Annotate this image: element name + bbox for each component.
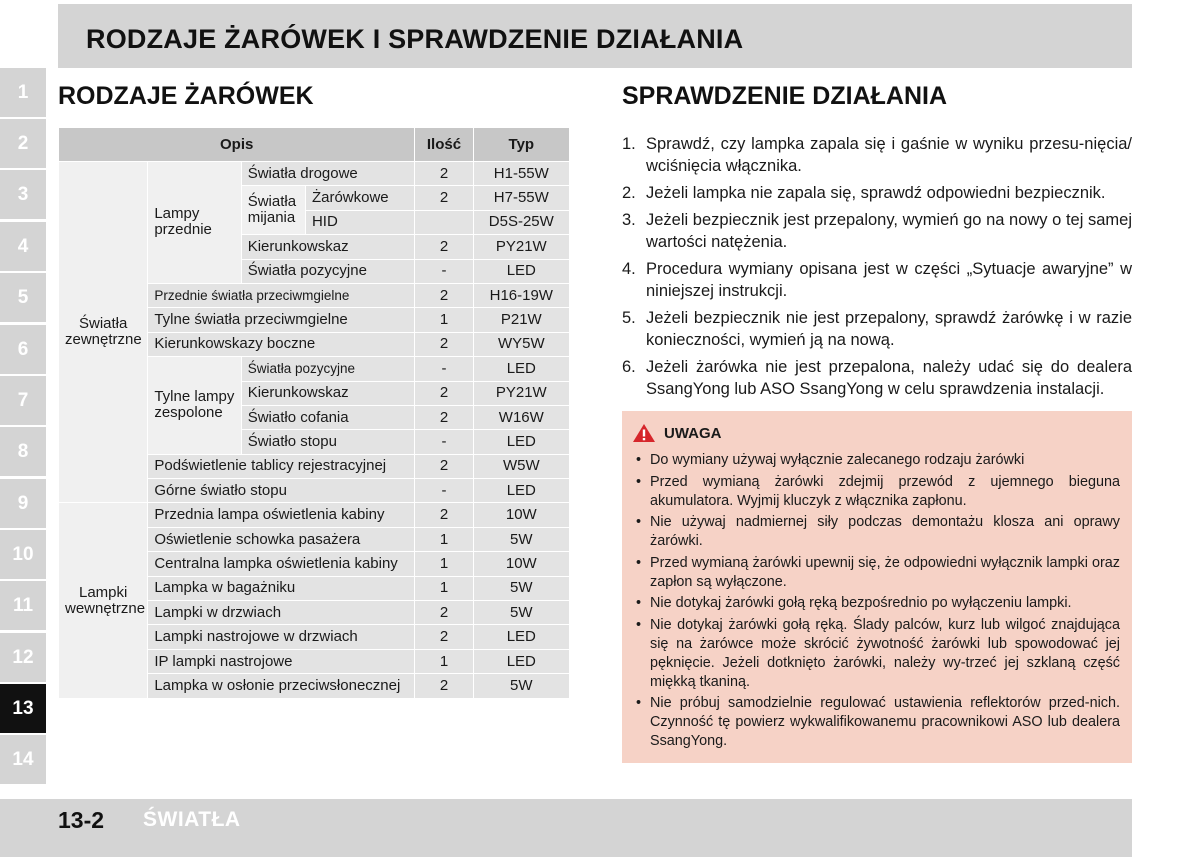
bullet: • bbox=[636, 473, 642, 490]
list-item bbox=[636, 513, 1120, 551]
page-number: 13-2 bbox=[58, 807, 105, 833]
row-type: 5W bbox=[473, 527, 569, 551]
section-title-bulb-types: RODZAJE ŻARÓWEK bbox=[58, 82, 314, 110]
table-row bbox=[59, 503, 570, 527]
step-text: Sprawdź, czy lampka zapala się i gaśnie w wyniku przesu-nięcia/ wciśnięcia włącznika. bbox=[646, 135, 1132, 175]
step-text: Procedura wymiany opisana jest w części „Sytuacje awaryjne” w niniejszej instrukcji. bbox=[646, 260, 1132, 300]
warning-header bbox=[632, 423, 722, 443]
list-item bbox=[636, 451, 1120, 470]
bulb-types-table bbox=[58, 127, 570, 699]
step-number: 6. bbox=[622, 358, 636, 376]
step-number: 1. bbox=[622, 135, 636, 153]
warning-text: Przed wymianą żarówki zdejmij przewód z ujemnego bieguna akumulatora. Wyjmij kluczyk z włącznika zapłonu. bbox=[650, 473, 1120, 509]
row-desc: Lampki nastrojowe w drzwiach bbox=[148, 625, 415, 649]
row-type: PY21W bbox=[473, 381, 569, 405]
chapter-tab-10[interactable]: 10 bbox=[0, 530, 46, 579]
row-desc: Podświetlenie tablicy rejestracyjnej bbox=[148, 454, 415, 478]
chapter-tab-14[interactable]: 14 bbox=[0, 735, 46, 784]
step-number: 4. bbox=[622, 260, 636, 278]
chapter-tab-5[interactable]: 5 bbox=[0, 273, 46, 322]
row-type: 5W bbox=[473, 601, 569, 625]
row-qty: 2 bbox=[415, 454, 473, 478]
row-qty: - bbox=[415, 357, 473, 381]
list-item bbox=[636, 473, 1120, 511]
row-qty: 2 bbox=[415, 625, 473, 649]
row-desc: Światła pozycyjne bbox=[241, 259, 415, 283]
step-text: Jeżeli żarówka nie jest przepalona, należy udać się do dealera SsangYong lub ASO SsangYong w celu sprawdzenia instalacji. bbox=[646, 358, 1132, 398]
row-type: W16W bbox=[473, 405, 569, 429]
page-title: RODZAJE ŻARÓWEK I SPRAWDZENIE DZIAŁANIA bbox=[86, 24, 744, 54]
bullet: • bbox=[636, 616, 642, 633]
col-header-type: Typ bbox=[473, 128, 569, 162]
chapter-tab-11[interactable]: 11 bbox=[0, 581, 46, 630]
bullet: • bbox=[636, 514, 642, 530]
chapter-tab-3[interactable]: 3 bbox=[0, 170, 46, 219]
list-item bbox=[622, 356, 1132, 400]
chapter-name: ŚWIATŁA bbox=[143, 808, 241, 831]
chapter-tab-7[interactable]: 7 bbox=[0, 376, 46, 425]
table-header-row bbox=[59, 128, 570, 162]
step-number: 2. bbox=[622, 184, 636, 202]
section-title-function-check: SPRAWDZENIE DZIAŁANIA bbox=[622, 82, 947, 110]
row-desc: Żarówkowe bbox=[305, 186, 414, 210]
row-type: H16-19W bbox=[473, 283, 569, 307]
step-number: 3. bbox=[622, 211, 636, 229]
chapter-tab-4[interactable]: 4 bbox=[0, 222, 46, 271]
row-type: W5W bbox=[473, 454, 569, 478]
row-type: 5W bbox=[473, 576, 569, 600]
warning-list bbox=[636, 451, 1120, 754]
row-qty: - bbox=[415, 259, 473, 283]
row-type: LED bbox=[473, 357, 569, 381]
row-desc: Centralna lampka oświetlenia kabiny bbox=[148, 552, 415, 576]
chapter-tab-6[interactable]: 6 bbox=[0, 325, 46, 374]
col-header-desc: Opis bbox=[59, 128, 415, 162]
bullet: • bbox=[636, 595, 642, 611]
row-desc: Oświetlenie schowka pasażera bbox=[148, 527, 415, 551]
list-item bbox=[636, 554, 1120, 592]
row-desc: Lampki w drzwiach bbox=[148, 601, 415, 625]
row-desc: Kierunkowskazy boczne bbox=[148, 332, 415, 356]
row-type: LED bbox=[473, 479, 569, 503]
bullet: • bbox=[636, 554, 642, 571]
chapter-tab-1[interactable]: 1 bbox=[0, 68, 46, 117]
row-desc: Przednie światła przeciwmgielne bbox=[148, 283, 415, 307]
row-qty: 2 bbox=[415, 332, 473, 356]
step-number: 5. bbox=[622, 309, 636, 327]
chapter-tab-12[interactable]: 12 bbox=[0, 633, 46, 682]
row-desc: IP lampki nastrojowe bbox=[148, 649, 415, 673]
list-item bbox=[622, 182, 1132, 204]
row-qty: - bbox=[415, 430, 473, 454]
row-qty: 2 bbox=[415, 162, 473, 186]
chapter-tab-13-active[interactable]: 13 bbox=[0, 684, 46, 733]
row-desc: Kierunkowskaz bbox=[241, 381, 415, 405]
row-type: LED bbox=[473, 649, 569, 673]
row-type: LED bbox=[473, 259, 569, 283]
row-qty: 2 bbox=[415, 283, 473, 307]
row-type: LED bbox=[473, 625, 569, 649]
col-header-qty: Ilość bbox=[415, 128, 473, 162]
row-desc: Tylne światła przeciwmgielne bbox=[148, 308, 415, 332]
group-exterior-lights: Światła zewnętrzne bbox=[59, 162, 148, 503]
step-text: Jeżeli lampka nie zapala się, sprawdź odpowiedni bezpiecznik. bbox=[646, 184, 1106, 202]
row-qty: 2 bbox=[415, 674, 473, 698]
row-qty: 2 bbox=[415, 601, 473, 625]
step-text: Jeżeli bezpiecznik nie jest przepalony, sprawdź żarówkę i w razie konieczności, wymień ją na nową. bbox=[646, 309, 1132, 349]
list-item bbox=[622, 133, 1132, 177]
warning-box bbox=[622, 411, 1132, 763]
warning-text: Nie dotykaj żarówki gołą ręką. Ślady palców, kurz lub wilgoć znajdująca się na żarówce może skrócić żywotność żarówki lub spowodować jej pęknięcie. Jeżeli dotknięto żarówki, należy wy-trzeć jej szklaną część miękką tkaniną. bbox=[650, 616, 1120, 690]
row-type: H7-55W bbox=[473, 186, 569, 210]
row-qty: 2 bbox=[415, 381, 473, 405]
list-item bbox=[636, 694, 1120, 751]
page-header bbox=[58, 4, 1132, 68]
step-text: Jeżeli bezpiecznik jest przepalony, wymień go na nowy o tej samej wartości natężenia. bbox=[646, 211, 1132, 251]
row-qty: 1 bbox=[415, 552, 473, 576]
row-desc: Lampka w osłonie przeciwsłonecznej bbox=[148, 674, 415, 698]
warning-text: Do wymiany używaj wyłącznie zalecanego rodzaju żarówki bbox=[650, 452, 1025, 468]
warning-text: Nie używaj nadmiernej siły podczas demontażu klosza ani oprawy żarówki. bbox=[650, 514, 1120, 549]
warning-triangle-icon bbox=[632, 423, 656, 443]
group-interior-lamps: Lampki wewnętrzne bbox=[59, 503, 148, 698]
row-desc: Światła pozycyjne bbox=[241, 357, 415, 381]
warning-text: Nie dotykaj żarówki gołą ręką bezpośrednio po wyłączeniu lampki. bbox=[650, 595, 1072, 611]
row-type: 10W bbox=[473, 503, 569, 527]
row-type: LED bbox=[473, 430, 569, 454]
row-type: 5W bbox=[473, 674, 569, 698]
row-type: 10W bbox=[473, 552, 569, 576]
row-type: P21W bbox=[473, 308, 569, 332]
row-qty: 1 bbox=[415, 308, 473, 332]
row-desc: Światła drogowe bbox=[241, 162, 415, 186]
list-item bbox=[622, 258, 1132, 302]
row-desc: Przednia lampa oświetlenia kabiny bbox=[148, 503, 415, 527]
row-desc: Światło stopu bbox=[241, 430, 415, 454]
bullet: • bbox=[636, 452, 642, 468]
list-item bbox=[636, 616, 1120, 692]
row-desc: Lampka w bagażniku bbox=[148, 576, 415, 600]
warning-title: UWAGA bbox=[664, 424, 722, 442]
row-desc: Światło cofania bbox=[241, 405, 415, 429]
row-desc: Górne światło stopu bbox=[148, 479, 415, 503]
row-qty: 2 bbox=[415, 235, 473, 259]
list-item bbox=[622, 307, 1132, 351]
chapter-tab-8[interactable]: 8 bbox=[0, 427, 46, 476]
chapter-tab-2[interactable]: 2 bbox=[0, 119, 46, 168]
row-desc: HID bbox=[305, 210, 414, 234]
list-item bbox=[636, 594, 1120, 613]
row-qty: 2 bbox=[415, 186, 473, 210]
page-footer bbox=[0, 799, 1132, 857]
chapter-tab-9[interactable]: 9 bbox=[0, 479, 46, 528]
row-qty: 2 bbox=[415, 405, 473, 429]
list-item bbox=[622, 209, 1132, 253]
row-qty: 2 bbox=[415, 503, 473, 527]
row-qty: 1 bbox=[415, 527, 473, 551]
bullet: • bbox=[636, 695, 642, 711]
subgroup-dipped-beam: Światła mijania bbox=[241, 186, 305, 235]
row-desc: Kierunkowskaz bbox=[241, 235, 415, 259]
table-row bbox=[59, 162, 570, 186]
row-qty: 1 bbox=[415, 649, 473, 673]
row-qty bbox=[415, 210, 473, 234]
row-type: H1-55W bbox=[473, 162, 569, 186]
warning-text: Przed wymianą żarówki upewnij się, że odpowiedni wyłącznik lampki oraz zapłon są wyłączone. bbox=[650, 554, 1120, 590]
subgroup-front-lamps: Lampy przednie bbox=[148, 162, 241, 284]
subgroup-rear-combination-lamps: Tylne lampy zespolone bbox=[148, 357, 241, 455]
row-type: D5S-25W bbox=[473, 210, 569, 234]
check-steps-list bbox=[622, 133, 1132, 405]
row-qty: 1 bbox=[415, 576, 473, 600]
row-qty: - bbox=[415, 479, 473, 503]
row-type: WY5W bbox=[473, 332, 569, 356]
row-type: PY21W bbox=[473, 235, 569, 259]
warning-text: Nie próbuj samodzielnie regulować ustawienia reflektorów przed-nich. Czynność tę powierz wykwalifikowanemu pracownikowi ASO lub dealera SsangYong. bbox=[650, 695, 1120, 749]
